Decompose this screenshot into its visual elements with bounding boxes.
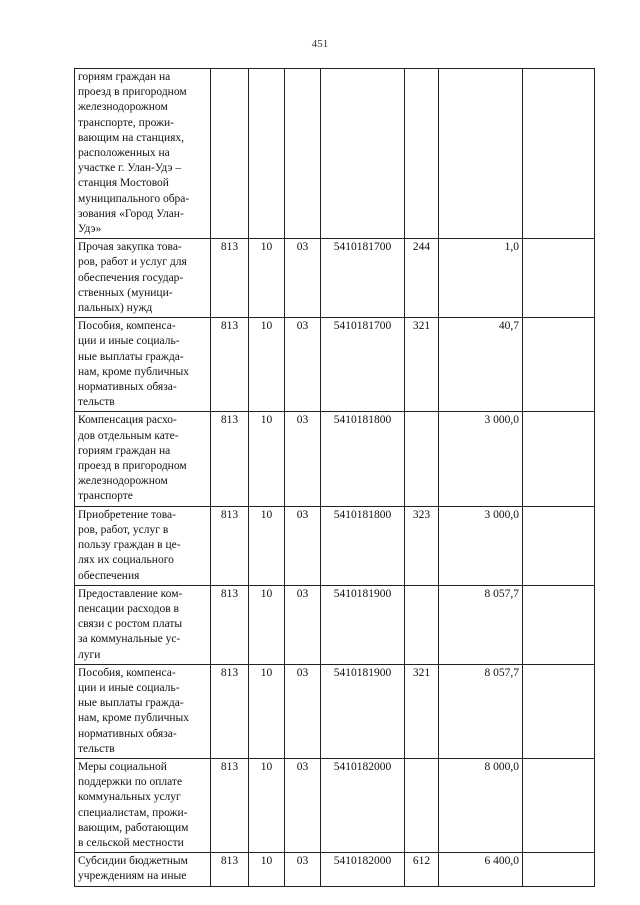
target-article-cell: 5410181900 bbox=[321, 585, 405, 664]
amount-cell: 3 000,0 bbox=[439, 412, 523, 506]
extra-cell bbox=[523, 853, 595, 887]
grbs-cell bbox=[211, 69, 249, 239]
target-article-cell: 5410181700 bbox=[321, 239, 405, 318]
expense-type-cell bbox=[405, 69, 439, 239]
row-name-cell: Приобретение това- ров, работ, услуг в пользу граждан в це- лях их социального обеспечения bbox=[75, 506, 211, 585]
target-article-cell: 5410181900 bbox=[321, 664, 405, 758]
subsection-cell: 03 bbox=[285, 758, 321, 852]
amount-cell bbox=[439, 69, 523, 239]
table-row bbox=[75, 318, 595, 412]
table-row bbox=[75, 664, 595, 758]
row-name-cell: Субсидии бюджетным учреждениям на иные bbox=[75, 853, 211, 887]
row-name-cell: Пособия, компенса- ции и иные социаль- ные выплаты гражда- нам, кроме публичных нормативных обяза- тельств bbox=[75, 664, 211, 758]
amount-cell: 6 400,0 bbox=[439, 853, 523, 887]
extra-cell bbox=[523, 69, 595, 239]
amount-cell: 8 000,0 bbox=[439, 758, 523, 852]
amount-cell: 1,0 bbox=[439, 239, 523, 318]
expense-type-cell: 244 bbox=[405, 239, 439, 318]
section-cell: 10 bbox=[249, 318, 285, 412]
extra-cell bbox=[523, 506, 595, 585]
grbs-cell: 813 bbox=[211, 664, 249, 758]
subsection-cell: 03 bbox=[285, 412, 321, 506]
row-name-cell: Предоставление ком- пенсации расходов в связи с ростом платы за коммунальные ус- луги bbox=[75, 585, 211, 664]
section-cell: 10 bbox=[249, 506, 285, 585]
grbs-cell: 813 bbox=[211, 853, 249, 887]
extra-cell bbox=[523, 318, 595, 412]
section-cell: 10 bbox=[249, 239, 285, 318]
grbs-cell: 813 bbox=[211, 758, 249, 852]
extra-cell bbox=[523, 412, 595, 506]
extra-cell bbox=[523, 664, 595, 758]
expense-type-cell bbox=[405, 758, 439, 852]
grbs-cell: 813 bbox=[211, 585, 249, 664]
grbs-cell: 813 bbox=[211, 506, 249, 585]
table-row bbox=[75, 506, 595, 585]
table-row bbox=[75, 758, 595, 852]
section-cell bbox=[249, 69, 285, 239]
amount-cell: 3 000,0 bbox=[439, 506, 523, 585]
row-name-cell: Пособия, компенса- ции и иные социаль- ные выплаты гражда- нам, кроме публичных нормативных обяза- тельств bbox=[75, 318, 211, 412]
row-name-cell: Компенсация расхо- дов отдельным кате- гориям граждан на проезд в пригородном железнодорожном транспорте bbox=[75, 412, 211, 506]
subsection-cell: 03 bbox=[285, 853, 321, 887]
target-article-cell: 5410181800 bbox=[321, 412, 405, 506]
target-article-cell bbox=[321, 69, 405, 239]
table-row bbox=[75, 585, 595, 664]
target-article-cell: 5410181700 bbox=[321, 318, 405, 412]
table-row bbox=[75, 69, 595, 239]
expense-type-cell: 323 bbox=[405, 506, 439, 585]
section-cell: 10 bbox=[249, 664, 285, 758]
expense-type-cell: 321 bbox=[405, 664, 439, 758]
target-article-cell: 5410182000 bbox=[321, 853, 405, 887]
extra-cell bbox=[523, 585, 595, 664]
subsection-cell: 03 bbox=[285, 239, 321, 318]
amount-cell: 8 057,7 bbox=[439, 664, 523, 758]
expense-type-cell: 321 bbox=[405, 318, 439, 412]
subsection-cell: 03 bbox=[285, 318, 321, 412]
extra-cell bbox=[523, 758, 595, 852]
budget-table bbox=[74, 68, 595, 887]
page-number: 451 bbox=[311, 38, 329, 50]
table-row bbox=[75, 412, 595, 506]
row-name-cell: Меры социальной поддержки по оплате коммунальных услуг специалистам, прожи- вающим, работающим в сельской местности bbox=[75, 758, 211, 852]
expense-type-cell: 612 bbox=[405, 853, 439, 887]
section-cell: 10 bbox=[249, 412, 285, 506]
subsection-cell: 03 bbox=[285, 585, 321, 664]
amount-cell: 8 057,7 bbox=[439, 585, 523, 664]
table-row bbox=[75, 239, 595, 318]
table-row bbox=[75, 853, 595, 887]
target-article-cell: 5410181800 bbox=[321, 506, 405, 585]
amount-cell: 40,7 bbox=[439, 318, 523, 412]
grbs-cell: 813 bbox=[211, 239, 249, 318]
grbs-cell: 813 bbox=[211, 318, 249, 412]
section-cell: 10 bbox=[249, 585, 285, 664]
section-cell: 10 bbox=[249, 758, 285, 852]
target-article-cell: 5410182000 bbox=[321, 758, 405, 852]
extra-cell bbox=[523, 239, 595, 318]
expense-type-cell bbox=[405, 585, 439, 664]
section-cell: 10 bbox=[249, 853, 285, 887]
subsection-cell: 03 bbox=[285, 506, 321, 585]
row-name-cell: Прочая закупка това- ров, работ и услуг для обеспечения государ- ственных (муници- пальных) нужд bbox=[75, 239, 211, 318]
grbs-cell: 813 bbox=[211, 412, 249, 506]
subsection-cell: 03 bbox=[285, 664, 321, 758]
expense-type-cell bbox=[405, 412, 439, 506]
row-name-cell: гориям граждан на проезд в пригородном железнодорожном транспорте, прожи- вающим на станциях, расположенных на участке г. Улан-Удэ – станция Мостовой муниципального обра- зования «Город Улан- Удэ» bbox=[75, 69, 211, 239]
subsection-cell bbox=[285, 69, 321, 239]
